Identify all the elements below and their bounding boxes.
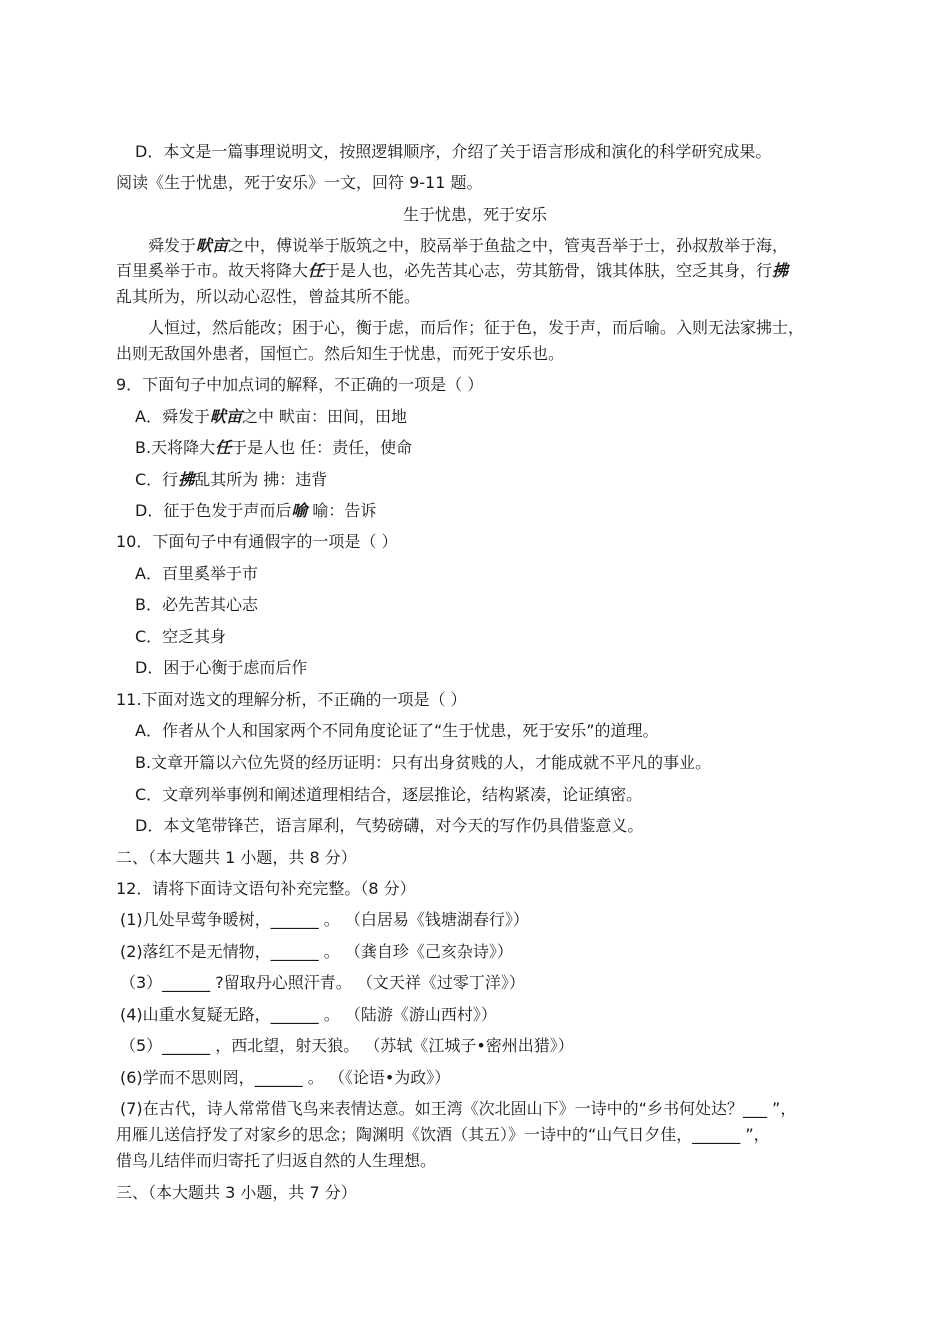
- section-2-heading: [116, 847, 357, 869]
- text-segment: A．舜发于: [135, 407, 210, 426]
- text-segment: D．困于心衡于虑而后作: [135, 658, 308, 677]
- text-segment: 之中 畎亩：田间，田地: [241, 407, 408, 426]
- passage-line: [116, 260, 788, 282]
- text-segment: 乱其所为 拂：违背: [194, 470, 328, 489]
- option-d-prev: [135, 141, 771, 163]
- text-segment: C．行: [135, 470, 179, 489]
- text-segment: (2)落红不是无情物，______ 。 （龚自珍《己亥杂诗》）: [120, 942, 513, 961]
- option-c: [135, 469, 327, 491]
- option-b: [135, 594, 258, 616]
- emphasized-word: 拂: [178, 470, 195, 489]
- reading-instruction: [116, 172, 483, 194]
- text-segment: 11.下面对选文的理解分析，不正确的一项是（ ）: [116, 690, 467, 709]
- passage-line: [116, 286, 420, 308]
- fill-item-6: [120, 1067, 450, 1089]
- text-segment: 喻：告诉: [307, 501, 377, 520]
- emphasized-word: 拂: [772, 261, 789, 280]
- text-segment: D．征于色发于声而后: [135, 501, 292, 520]
- option-d: [135, 815, 643, 837]
- text-segment: 10．下面句子中有通假字的一项是（ ）: [116, 532, 398, 551]
- option-a: [135, 720, 659, 742]
- option-b: [135, 437, 412, 459]
- fill-item-3: [120, 972, 525, 994]
- text-segment: 之中，傅说举于版筑之中，胶鬲举于鱼盐之中，管夷吾举于士，孙叔敖举于海，: [228, 236, 789, 255]
- question-12: [116, 878, 416, 900]
- text-segment: A．作者从个人和国家两个不同角度论证了“生于忧患，死于安乐”的道理。: [135, 721, 659, 740]
- text-segment: 生于忧患，死于安乐: [402, 205, 547, 224]
- text-segment: C．空乏其身: [135, 627, 227, 646]
- fill-item-1: [120, 909, 529, 931]
- question-11: [116, 689, 467, 711]
- question-10: [116, 531, 397, 553]
- fill-item-2: [120, 941, 513, 963]
- text-segment: D．本文是一篇事理说明文，按照逻辑顺序，介绍了关于语言形成和演化的科学研究成果。: [135, 142, 772, 161]
- passage-title: [0, 204, 950, 226]
- text-segment: 出则无敌国外患者，国恒亡。然后知生于忧患，而死于安乐也。: [116, 344, 565, 363]
- text-segment: 阅读《生于忧患，死于安乐》一文，回符 9-11 题。: [116, 173, 483, 192]
- passage-line: [148, 235, 788, 257]
- option-c: [135, 784, 642, 806]
- fill-item-7-cont: [116, 1124, 770, 1146]
- passage-line: [148, 317, 804, 339]
- text-segment: 12．请将下面诗文语句补充完整。（8 分）: [116, 879, 416, 898]
- option-b: [135, 752, 711, 774]
- text-segment: 二、（本大题共 1 小题，共 8 分）: [116, 848, 357, 867]
- text-segment: 于是人也 任：责任，使命: [231, 438, 413, 457]
- option-a: [135, 406, 407, 428]
- question-9: [116, 374, 483, 396]
- text-segment: C．文章列举事例和阐述道理相结合，逐层推论，结构紧凑，论证缜密。: [135, 785, 643, 804]
- fill-item-7-cont: [116, 1150, 436, 1172]
- fill-item-5: [120, 1035, 574, 1057]
- text-segment: （3）______ ?留取丹心照汗青。 （文天祥《过零丁洋》）: [120, 973, 525, 992]
- text-segment: 借鸟儿结伴而归寄托了归返自然的人生理想。: [116, 1151, 437, 1170]
- text-segment: B.文章开篇以六位先贤的经历证明：只有出身贫贱的人，才能成就不平凡的事业。: [135, 753, 712, 772]
- text-segment: (6)学而不思则罔，______ 。 （《论语•为政》）: [120, 1068, 451, 1087]
- text-segment: 人恒过，然后能改；困于心，衡于虑，而后作；征于色，发于声，而后喻。入则无法家拂士，: [148, 318, 805, 337]
- text-segment: D．本文笔带锋芒，语言犀利，气势磅礴，对今天的写作仍具借鉴意义。: [135, 816, 644, 835]
- emphasized-word: 喻: [291, 501, 308, 520]
- section-3-heading: [116, 1182, 357, 1204]
- emphasized-word: 畎亩: [196, 236, 229, 255]
- option-a: [135, 563, 258, 585]
- passage-line: [116, 343, 564, 365]
- option-c: [135, 626, 226, 648]
- text-segment: 舜发于: [148, 236, 197, 255]
- text-segment: 用雁儿送信抒发了对家乡的思念；陶渊明《饮酒（其五）》一诗中的“山气日夕佳，______ ”，: [116, 1125, 770, 1144]
- option-d: [135, 500, 376, 522]
- text-segment: B．必先苦其心志: [135, 595, 258, 614]
- fill-item-4: [120, 1004, 497, 1026]
- fill-item-7: [120, 1098, 796, 1120]
- text-segment: (7)在古代，诗人常常借飞鸟来表情达意。如王湾《次北固山下》一诗中的“乡书何处达？___ ”，: [120, 1099, 797, 1118]
- text-segment: 于是人也，必先苦其心志，劳其筋骨，饿其体肤，空乏其身，行: [324, 261, 773, 280]
- text-segment: (1)几处早莺争暖树，______ 。 （白居易《钱塘湖春行》）: [120, 910, 529, 929]
- emphasized-word: 任: [308, 261, 325, 280]
- text-segment: A．百里奚举于市: [135, 564, 258, 583]
- text-segment: 三、（本大题共 3 小题，共 7 分）: [116, 1183, 357, 1202]
- text-segment: B.天将降大: [135, 438, 216, 457]
- text-segment: 百里奚举于市。故天将降大: [116, 261, 309, 280]
- option-d: [135, 657, 307, 679]
- text-segment: (4)山重水复疑无路，______ 。 （陆游《游山西村》）: [120, 1005, 497, 1024]
- emphasized-word: 任: [215, 438, 232, 457]
- emphasized-word: 畎亩: [209, 407, 242, 426]
- text-segment: 乱其所为，所以动心忍性，曾益其所不能。: [116, 287, 421, 306]
- text-segment: 9．下面句子中加点词的解释，不正确的一项是（ ）: [116, 375, 484, 394]
- text-segment: （5）______ ，西北望，射天狼。 （苏轼《江城子•密州出猎》）: [120, 1036, 574, 1055]
